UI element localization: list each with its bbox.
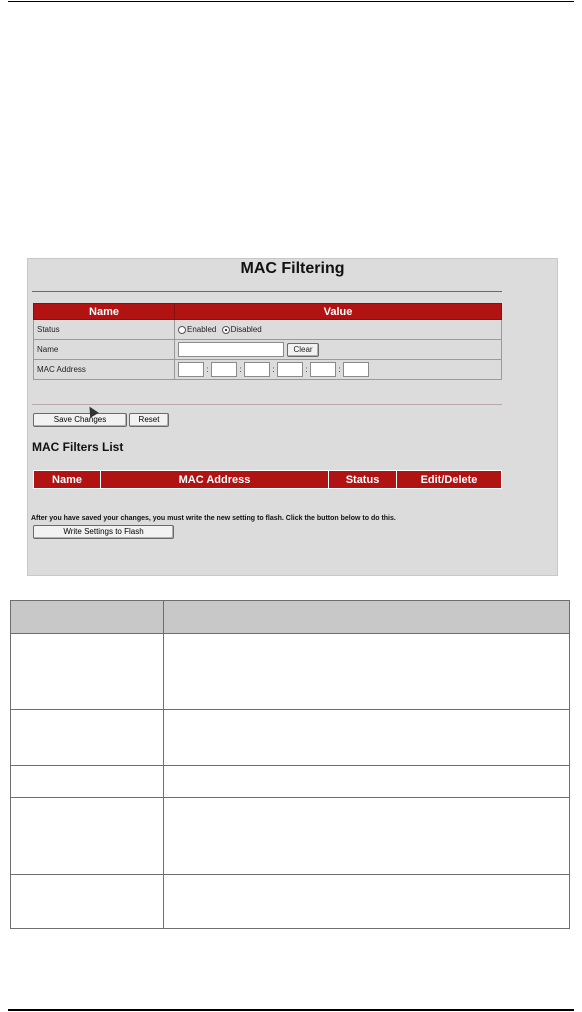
name-input[interactable] <box>178 342 284 357</box>
mac-octet-5[interactable] <box>310 362 336 377</box>
status-label: Status <box>34 320 175 340</box>
reset-button[interactable]: Reset <box>129 413 169 427</box>
filters-list-table <box>33 470 502 489</box>
table-row <box>11 710 570 766</box>
mac-address-value: : : : : : <box>175 360 502 380</box>
page-top-rule <box>8 1 574 2</box>
page-bottom-rule <box>8 1009 574 1011</box>
name-value <box>175 340 502 360</box>
status-row <box>34 320 502 340</box>
description-table <box>10 600 570 929</box>
save-changes-button[interactable]: Save Changes <box>33 413 127 427</box>
table-row <box>11 798 570 875</box>
mac-octet-4[interactable] <box>277 362 303 377</box>
table-header-row <box>11 601 570 634</box>
list-name-header: Name <box>34 471 101 489</box>
disabled-label: Disabled <box>230 325 262 335</box>
mac-octet-1[interactable] <box>178 362 204 377</box>
table-row <box>11 766 570 798</box>
list-mac-header: MAC Address <box>101 471 329 489</box>
clear-button[interactable]: Clear <box>287 343 319 357</box>
list-edit-delete-header: Edit/Delete <box>397 471 502 489</box>
mac-address-row <box>34 360 502 380</box>
disabled-radio[interactable] <box>222 326 230 334</box>
enabled-label: Enabled <box>187 325 217 335</box>
mac-octet-6[interactable] <box>343 362 369 377</box>
enabled-radio[interactable] <box>178 326 186 334</box>
title-divider <box>32 291 502 292</box>
table-row <box>11 634 570 710</box>
flash-note: After you have saved your changes, you must write the new setting to flash. Click the button below to do this. <box>31 515 396 522</box>
mac-octet-3[interactable] <box>244 362 270 377</box>
name-label: Name <box>34 340 175 360</box>
page-title: MAC Filtering <box>240 260 345 277</box>
mac-filtering-screenshot <box>27 258 558 576</box>
name-column-header: Name <box>34 304 175 320</box>
settings-table <box>33 303 502 380</box>
value-column-header: Value <box>175 304 502 320</box>
name-row <box>34 340 502 360</box>
filters-list-title: MAC Filters List <box>32 440 124 454</box>
list-status-header: Status <box>329 471 397 489</box>
write-settings-button[interactable]: Write Settings to Flash <box>33 525 174 539</box>
form-divider <box>32 404 502 405</box>
mac-octet-2[interactable] <box>211 362 237 377</box>
status-value <box>175 320 502 340</box>
mac-address-label: MAC Address <box>34 360 175 380</box>
table-row <box>11 875 570 929</box>
